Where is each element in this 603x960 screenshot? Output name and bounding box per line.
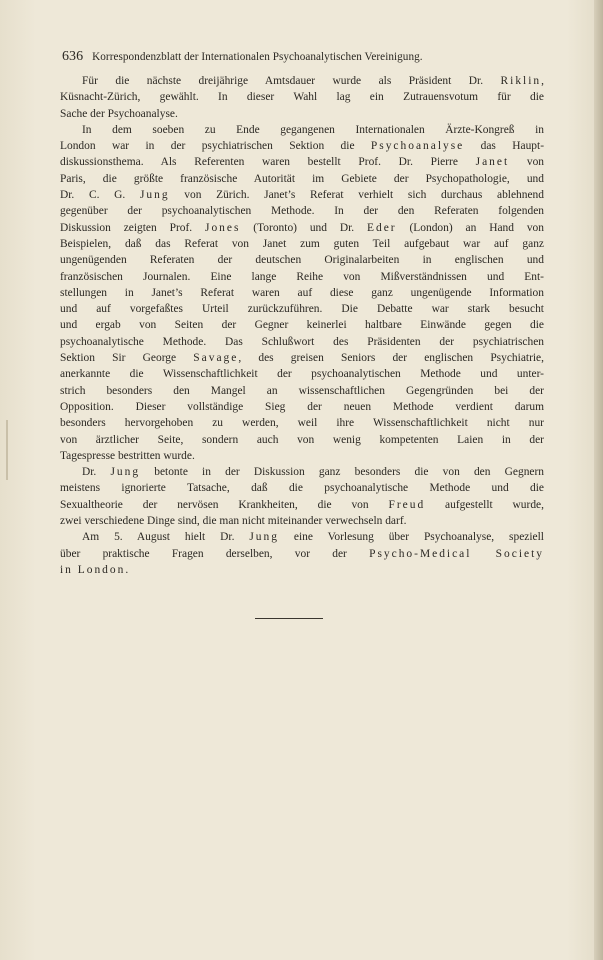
text-line — [60, 269, 544, 285]
running-title: Korrespondenzblatt der Internationalen Psychoanalytischen Vereinigung. — [92, 51, 423, 63]
line-text: und ergab von Seiten der Gegner keinerlei haltbare Einwände gegen die — [60, 319, 544, 332]
text-line — [60, 122, 544, 138]
line-text: Paris, die größte französische Autorität im Gebiete der Psychopathologie, und — [60, 172, 544, 185]
line-text: über praktische Fragen derselben, vor der — [60, 547, 370, 560]
text-line — [60, 399, 544, 415]
line-text: Am 5. August hielt Dr. — [82, 531, 250, 544]
text-line — [60, 317, 544, 333]
text-line — [60, 220, 544, 236]
line-text: . — [125, 563, 129, 576]
text-line — [60, 546, 544, 562]
running-header — [62, 49, 542, 65]
line-text: (London) an Hand von — [396, 221, 544, 234]
spaced-name: Jung — [139, 189, 170, 202]
line-text: französischen Journalen. Eine lange Reihe von Mißverständnissen und Ent- — [60, 270, 544, 283]
text-line — [60, 301, 544, 317]
text-line — [60, 171, 544, 187]
paragraph — [60, 464, 544, 529]
line-text: meistens ignorierte Tatsache, daß die psychoanalytische Methode und die — [60, 482, 544, 495]
line-text: Sektion Sir George — [60, 352, 194, 365]
page-edge-mark — [6, 420, 8, 480]
line-text: Sexualtheorie der nervösen Krankheiten, die von — [60, 498, 389, 511]
line-text: Diskussion zeigten Prof. — [60, 221, 206, 234]
text-line — [60, 448, 544, 464]
spaced-name: Riklin — [500, 75, 542, 87]
spaced-name: Freud — [388, 498, 426, 511]
text-line — [60, 497, 544, 513]
line-text: Opposition. Dieser vollständige Sieg der neuen Methode verdient darum — [60, 400, 544, 413]
text-line — [60, 203, 544, 219]
line-text: aufgestellt wurde, — [425, 498, 544, 511]
spaced-name: Jung — [110, 466, 141, 479]
line-text: und auf vorgefaßtes Urteil zurückzuführen. Die Debatte war stark besucht — [60, 303, 544, 316]
line-text: gegenüber der psychoanalytischen Methode. In der den Referaten folgenden — [60, 205, 544, 218]
line-text: Tagespresse bestritten wurde. — [60, 449, 195, 462]
paragraph — [60, 73, 544, 122]
line-text: strich besonders den Mangel an wissenschaftlichen Gegengründen bei der — [60, 384, 544, 397]
spaced-name: in London — [60, 563, 126, 576]
line-text: Dr. C. G. — [60, 189, 140, 202]
line-text: psychoanalytische Methode. Das Schlußwort des Präsidenten der psychiatrischen — [60, 335, 544, 348]
line-text: ungenügenden Referaten der deutschen Originalarbeiten in englischen und — [60, 254, 544, 267]
line-text: stellungen in Janet’s Referat waren auf diese ganz ungenügende Information — [60, 286, 544, 299]
text-line — [60, 138, 544, 154]
line-text: In dem soeben zu Ende gegangenen Internationalen Ärzte-Kongreß in — [82, 123, 544, 136]
spaced-name: Janet — [475, 156, 510, 169]
text-line — [60, 513, 544, 529]
text-line — [60, 350, 544, 366]
line-text: Dr. — [82, 466, 111, 479]
paragraph — [60, 529, 544, 578]
spaced-name: Eder — [367, 221, 397, 234]
spaced-name: Psycho-Medical Society — [369, 547, 544, 560]
text-line — [60, 366, 544, 382]
page-number: 636 — [62, 49, 84, 64]
page-spine-shadow — [594, 0, 603, 960]
line-text: , des greisen Seniors der englischen Psychiatrie, — [238, 352, 544, 365]
line-text: eine Vorlesung über Psychoanalyse, speziell — [278, 531, 544, 544]
text-line — [60, 383, 544, 399]
line-text: zwei verschiedene Dinge sind, die man nicht miteinander verwechseln darf. — [60, 515, 407, 528]
text-line — [60, 464, 544, 480]
section-divider — [255, 618, 323, 619]
line-text: von ärztlicher Seite, sondern auch von wenig kompetenten Laien in der — [60, 433, 544, 446]
line-text: betonte in der Diskussion ganz besonders die von den Gegnern — [140, 466, 545, 479]
text-line — [60, 154, 544, 170]
text-line — [60, 236, 544, 252]
text-line — [60, 187, 544, 203]
line-text: (Toronto) und Dr. — [240, 221, 368, 234]
text-line — [60, 562, 544, 578]
line-text: anerkannte die Wissenschaftlichkeit der psychoanalytischen Methode und unter- — [60, 368, 544, 381]
line-text: diskussionsthema. Als Referenten waren bestellt Prof. Dr. Pierre — [60, 156, 476, 169]
line-text: von — [509, 156, 545, 169]
spaced-name: Psychoanalyse — [370, 140, 465, 153]
text-line — [60, 334, 544, 350]
text-line — [60, 89, 544, 105]
line-text: besonders hervorgehoben zu werden, weil ihre Wissenschaftlichkeit nicht nur — [60, 417, 544, 430]
text-line — [60, 73, 544, 89]
text-line — [60, 529, 544, 545]
line-text: Für die nächste dreijährige Amtsdauer wurde als Präsident Dr. — [82, 75, 501, 87]
text-line — [60, 415, 544, 431]
article-body — [60, 73, 544, 578]
text-line — [60, 480, 544, 496]
line-text: Küsnacht-Zürich, gewählt. In dieser Wahl lag ein Zutrauensvotum für die — [60, 91, 544, 104]
text-line — [60, 252, 544, 268]
text-line — [60, 285, 544, 301]
line-text: Sache der Psychoanalyse. — [60, 107, 178, 120]
spaced-name: Jung — [249, 531, 279, 544]
text-line — [60, 106, 544, 122]
line-text: Beispielen, daß das Referat von Janet zum guten Teil aufgebaut war auf ganz — [60, 237, 544, 250]
spaced-name: Jones — [205, 221, 241, 234]
line-text: London war in der psychiatrischen Sektion die — [60, 140, 371, 153]
line-text: , — [541, 75, 544, 87]
spaced-name: Savage — [193, 352, 239, 365]
paragraph — [60, 122, 544, 464]
line-text: von Zürich. Janet’s Referat verhielt sich durchaus ablehnend — [169, 189, 544, 202]
line-text: das Haupt- — [464, 140, 544, 153]
text-line — [60, 432, 544, 448]
